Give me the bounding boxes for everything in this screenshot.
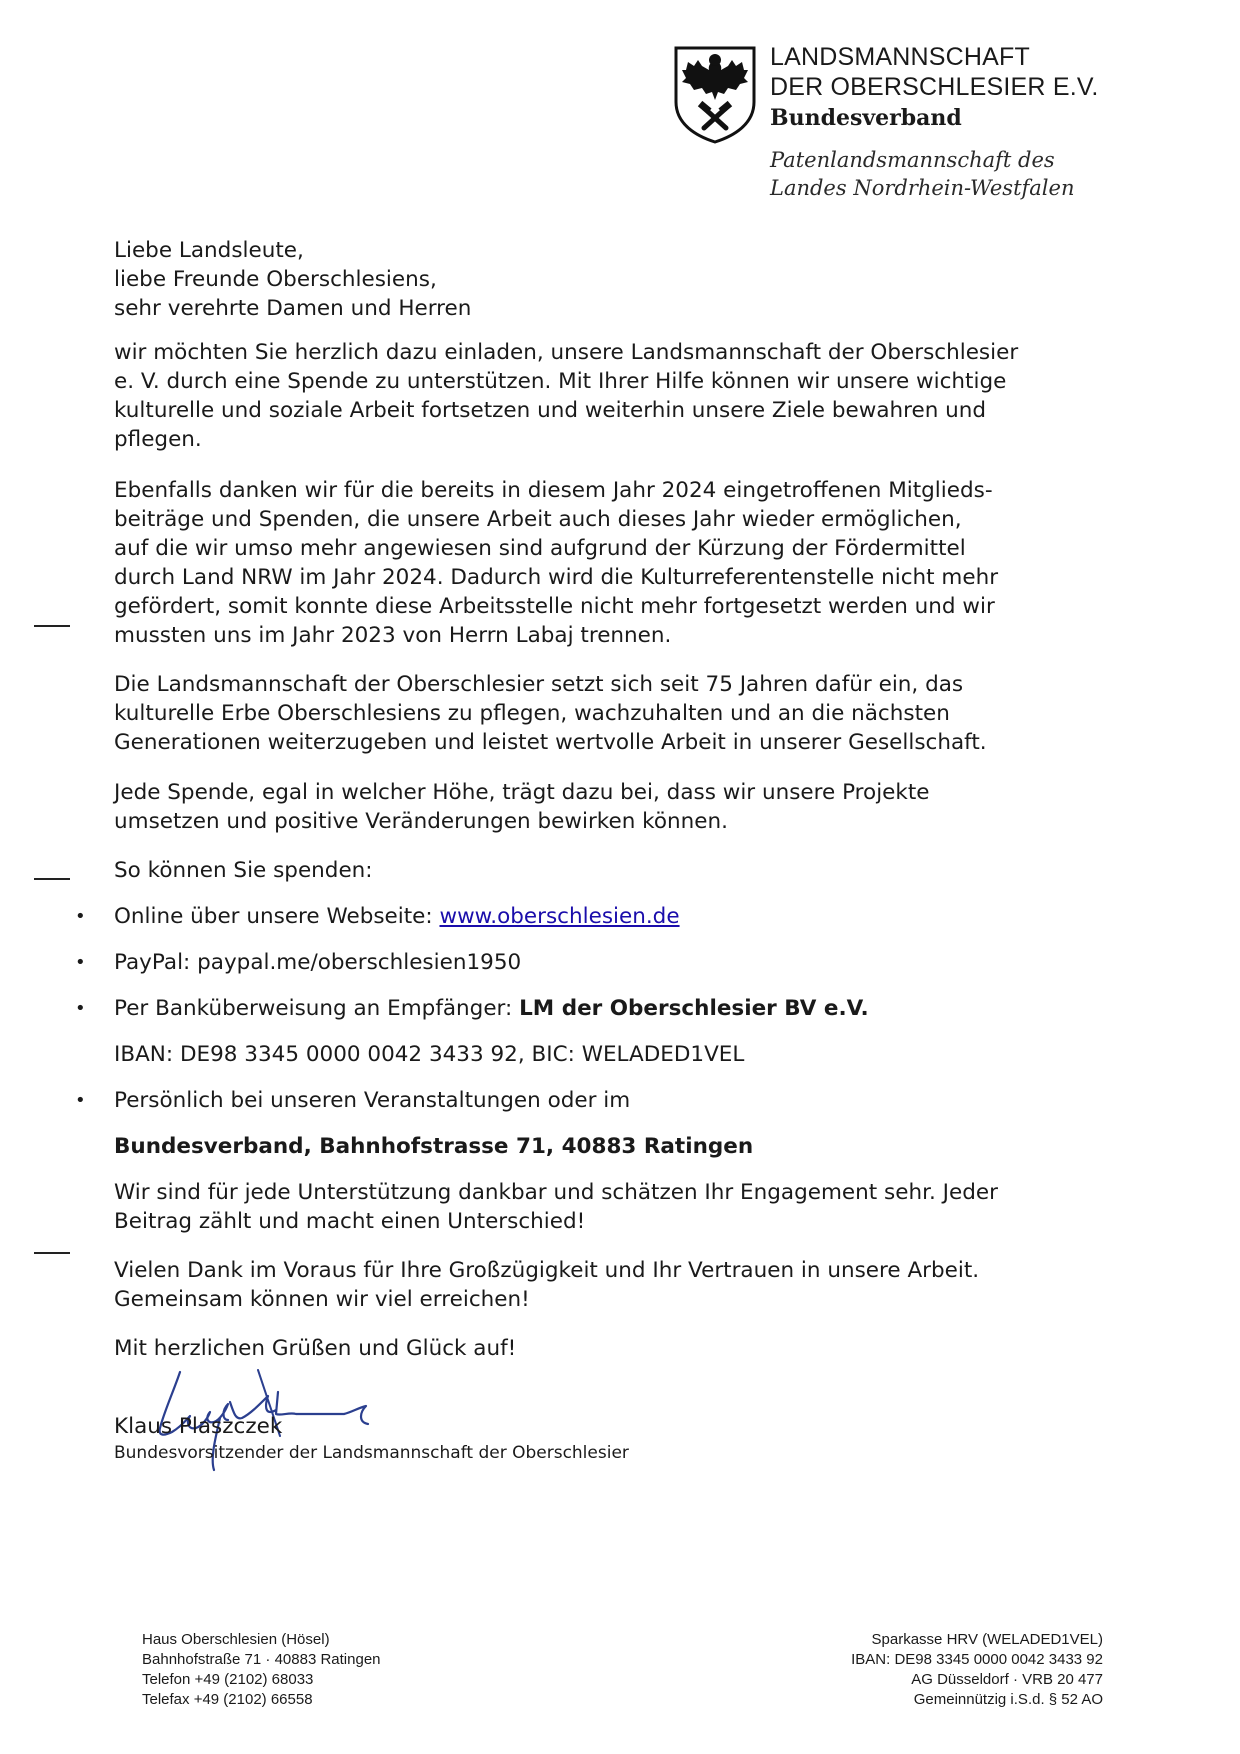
footer-right — [851, 1630, 1103, 1710]
bank-iban-bic: IBAN: DE98 3345 0000 0042 3433 92, BIC: WELADED1VEL — [114, 1042, 745, 1067]
bullet-icon: • — [75, 906, 86, 927]
bank-label: Per Banküberweisung an Empfänger: — [114, 996, 520, 1021]
text-line: wir möchten Sie herzlich dazu einladen, unsere Landsmannschaft der Oberschlesier — [114, 340, 1019, 365]
closing-greeting: Mit herzlichen Grüßen und Glück auf! — [114, 1336, 517, 1361]
office-address: Bundesverband, Bahnhofstrasse 71, 40883 Ratingen — [114, 1134, 754, 1159]
footer-line: IBAN: DE98 3345 0000 0042 3433 92 — [851, 1651, 1103, 1668]
bullet-icon: • — [75, 1090, 86, 1111]
text-line: auf die wir umso mehr angewiesen sind aufgrund der Kürzung der Fördermittel — [114, 536, 966, 561]
donation-option-bank — [114, 994, 1094, 1023]
online-label: Online über unsere Webseite: — [114, 904, 440, 929]
text-line: Ebenfalls danken wir für die bereits in diesem Jahr 2024 eingetroffenen Mitglieds- — [114, 478, 993, 503]
text-line: Wir sind für jede Unterstützung dankbar und schätzen Ihr Engagement sehr. Jeder — [114, 1180, 998, 1205]
text-line: Gemeinsam können wir viel erreichen! — [114, 1287, 530, 1312]
footer-line: Bahnhofstraße 71 · 40883 Ratingen — [142, 1651, 381, 1668]
text-line: durch Land NRW im Jahr 2024. Dadurch wird die Kulturreferentenstelle nicht mehr — [114, 565, 999, 590]
salutation-line: liebe Freunde Oberschlesiens, — [114, 267, 437, 292]
signer-name: Klaus Plaszczek — [114, 1414, 283, 1439]
text-line: pflegen. — [114, 427, 202, 452]
text-line: e. V. durch eine Spende zu unterstützen. Mit Ihrer Hilfe können wir unsere wichtige — [114, 369, 1007, 394]
fold-mark — [34, 1252, 70, 1254]
footer-left — [142, 1630, 381, 1710]
donation-option-online — [114, 902, 1094, 931]
footer-line: Telefax +49 (2102) 66558 — [142, 1691, 313, 1708]
paragraph-invitation — [114, 338, 1094, 454]
salutation-line: Liebe Landsleute, — [114, 238, 304, 263]
patron-line1: Patenlandsmannschaft des — [770, 148, 1055, 172]
text-line: Vielen Dank im Voraus für Ihre Großzügigkeit und Ihr Vertrauen in unsere Arbeit. — [114, 1258, 980, 1283]
footer-line: Telefon +49 (2102) 68033 — [142, 1671, 314, 1688]
text-line: mussten uns im Jahr 2023 von Herrn Labaj trennen. — [114, 623, 672, 648]
footer-line: Sparkasse HRV (WELADED1VEL) — [871, 1631, 1103, 1648]
text-line: kulturelle Erbe Oberschlesiens zu pflegen, wachzuhalten und an die nächsten — [114, 701, 950, 726]
letterhead-crest — [672, 44, 758, 144]
text-line: umsetzen und positive Veränderungen bewirken können. — [114, 809, 728, 834]
org-name-line2: DER OBERSCHLESIER E.V. — [770, 73, 1099, 101]
donation-option-personal: Persönlich bei unseren Veranstaltungen oder im — [114, 1088, 631, 1113]
patron-line2: Landes Nordrhein-Westfalen — [770, 176, 1075, 200]
paragraph-thanks — [114, 476, 1094, 650]
paragraph-mission — [114, 670, 1094, 757]
paragraph-donation-impact — [114, 778, 1094, 836]
text-line: gefördert, somit konnte diese Arbeitsstelle nicht mehr fortgesetzt werden und wir — [114, 594, 995, 619]
salutation-line: sehr verehrte Damen und Herren — [114, 296, 472, 321]
bullet-icon: • — [75, 952, 86, 973]
how-to-donate-heading: So können Sie spenden: — [114, 858, 373, 883]
salutation — [114, 236, 1094, 323]
text-line: kulturelle und soziale Arbeit fortsetzen und weiterhin unsere Ziele bewahren und — [114, 398, 987, 423]
signer-title: Bundesvorsitzender der Landsmannschaft der Oberschlesier — [114, 1443, 629, 1463]
text-line: beiträge und Spenden, die unsere Arbeit auch dieses Jahr wieder ermöglichen, — [114, 507, 962, 532]
eagle-crest-icon — [672, 44, 758, 144]
bullet-icon: • — [75, 998, 86, 1019]
fold-mark — [34, 625, 70, 627]
paragraph-thanks-in-advance — [114, 1256, 1094, 1314]
bank-recipient: LM der Oberschlesier BV e.V. — [519, 996, 869, 1021]
footer-line: Haus Oberschlesien (Hösel) — [142, 1631, 330, 1648]
footer-line: Gemeinnützig i.S.d. § 52 AO — [913, 1691, 1103, 1708]
hole-mark — [34, 878, 70, 880]
org-name-line1: LANDSMANNSCHAFT — [770, 43, 1030, 71]
text-line: Beitrag zählt und macht einen Unterschied! — [114, 1209, 586, 1234]
org-name-line3: Bundesverband — [770, 105, 962, 131]
donation-option-paypal: PayPal: paypal.me/oberschlesien1950 — [114, 950, 522, 975]
paragraph-gratitude — [114, 1178, 1094, 1236]
footer-line: AG Düsseldorf · VRB 20 477 — [911, 1671, 1103, 1688]
text-line: Die Landsmannschaft der Oberschlesier setzt sich seit 75 Jahren dafür ein, das — [114, 672, 964, 697]
text-line: Generationen weiterzugeben und leistet wertvolle Arbeit in unserer Gesellschaft. — [114, 730, 987, 755]
website-link[interactable]: www.oberschlesien.de — [439, 904, 680, 929]
text-line: Jede Spende, egal in welcher Höhe, trägt dazu bei, dass wir unsere Projekte — [114, 780, 930, 805]
